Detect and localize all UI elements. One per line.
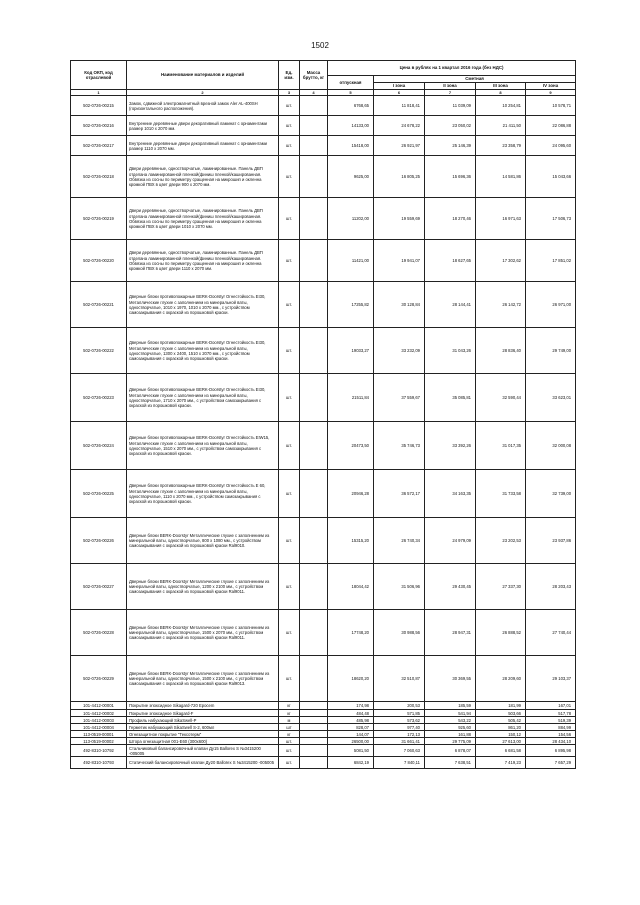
cell-p8: 27 613,00	[476, 738, 526, 745]
cell-code: 101-4412-00003	[71, 717, 127, 724]
table-row	[71, 240, 576, 282]
cell-p6: 19 559,69	[374, 198, 425, 240]
cell-p8: 28 209,60	[476, 656, 526, 702]
cell-name: Статический балансировочный клапан Ду20 Ballorex S №3415200 -005005	[127, 757, 279, 769]
cell-p8: 7 419,23	[476, 757, 526, 769]
cell-p9: 22 086,88	[526, 116, 576, 136]
col-index: 3	[279, 90, 300, 96]
cell-p5: 11421,00	[328, 240, 374, 282]
cell-p6: 573,62	[374, 717, 425, 724]
cell-mass	[300, 724, 328, 731]
cell-p9: 29 749,00	[526, 328, 576, 374]
header-unit: Ед. изм.	[279, 61, 300, 90]
cell-code: 492-8310-10792	[71, 745, 127, 757]
cell-unit: шт.	[279, 374, 300, 422]
cell-p6: 30 988,56	[374, 610, 425, 656]
header-zone3: III зона	[476, 83, 526, 90]
cell-name: Дверные блоки BERK-Doorstyr Металлические глухие с заполнением из минеральной ваты, одностворчатые, 800 х 1080 мм., с устройством самозакрывания с окраской из порошковой краски Ral9010.	[127, 518, 279, 564]
table-row	[71, 198, 576, 240]
cell-unit: шт.	[279, 282, 300, 328]
cell-p7: 25 146,39	[425, 136, 476, 156]
cell-name: Замок, сдвижной электромагнитный врезной замок Aler AL-400SH (горизонтального расположения).	[127, 96, 279, 116]
price-table	[70, 60, 576, 769]
cell-unit: шт.	[279, 328, 300, 374]
cell-p9: 519,39	[526, 717, 576, 724]
col-index: 6	[374, 90, 425, 96]
cell-p9: 24 095,60	[526, 136, 576, 156]
cell-name: Дверные блоки BERK-Doorstyr Металлические глухие с заполнением из минеральной ваты, одностворчатые, 1200 х 2100 мм., с устройством самозакрывания с окраской из порошковой краски Ral9011.	[127, 564, 279, 610]
page-number: 1502	[311, 41, 329, 50]
cell-code: 502-0726-00225	[71, 470, 127, 518]
cell-p5: 6842,19	[328, 757, 374, 769]
cell-p8: 26 888,52	[476, 610, 526, 656]
cell-code: 502-0726-00220	[71, 240, 127, 282]
cell-mass	[300, 328, 328, 374]
header-zone4: IV зона	[526, 83, 576, 90]
header-price-group: Цена в рублях на 1 квартал 2016 года (без НДС)	[328, 61, 576, 76]
cell-unit: шт.	[279, 656, 300, 702]
cell-p5: 144,07	[328, 731, 374, 738]
table-row	[71, 724, 576, 731]
cell-p8: 150,12	[476, 731, 526, 738]
cell-name: Штора огнезащитная 001-Е60 (300х600)	[127, 738, 279, 745]
cell-p8: 21 411,50	[476, 116, 526, 136]
table-row	[71, 470, 576, 518]
cell-p5: 19033,27	[328, 328, 374, 374]
cell-p7: 23 050,02	[425, 116, 476, 136]
cell-name: Дверные блоки BERK-Doorstyr Металлические глухие с заполнением из минеральной ваты, одностворчатые, 1500 х 2070 мм., с устройством самозакрывания с окраской из порошковой краски Ral9011.	[127, 610, 279, 656]
cell-code: 502-0726-00226	[71, 518, 127, 564]
cell-name: Двери деревянные, одностворчатые, ламинированные. Панель ДВП отделана ламинированной пленкой(финиш пленкой/кашированная. Обвязка из сосны по периметру сращенная на микрошип и окленна кромкой ПВХ в цвет двери 1010 х 2070 мм.	[127, 198, 279, 240]
cell-code: 502-0726-00221	[71, 282, 127, 328]
cell-unit: шт.	[279, 470, 300, 518]
cell-p9: 10 578,71	[526, 96, 576, 116]
table-row	[71, 656, 576, 702]
table-row	[71, 610, 576, 656]
cell-mass	[300, 470, 328, 518]
cell-unit: шт.	[279, 518, 300, 564]
cell-mass	[300, 702, 328, 710]
col-index: 9	[526, 90, 576, 96]
cell-code: 502-0726-00216	[71, 116, 127, 136]
cell-name: Дверные блоки противопожарные BERK-Doorstyr Огнестойкость Е 60, Металлические глухие с заполнением из минеральной ваты, одностворчатые, 1110 х 2070 мм., с устройством самозакрывания с окраской из порошковой краски.	[127, 470, 279, 518]
cell-p7: 24 979,09	[425, 518, 476, 564]
cell-mass	[300, 757, 328, 769]
cell-p5: 17255,82	[328, 282, 374, 328]
header-release: отпускная	[328, 76, 374, 90]
cell-p7: 18 270,46	[425, 198, 476, 240]
cell-name: Профиль набухающий SikaSwell-P	[127, 717, 279, 724]
cell-unit: шт.	[279, 198, 300, 240]
cell-p7: 30 369,55	[425, 656, 476, 702]
cell-p6: 33 232,09	[374, 328, 425, 374]
cell-unit: шт.	[279, 745, 300, 757]
cell-p5: 20473,50	[328, 422, 374, 470]
col-index: 8	[476, 90, 526, 96]
cell-unit: кг	[279, 731, 300, 738]
cell-p8: 23 202,53	[476, 518, 526, 564]
cell-p5: 485,98	[328, 717, 374, 724]
cell-p7: 161,88	[425, 731, 476, 738]
cell-p7: 28 947,31	[425, 610, 476, 656]
col-index: 1	[71, 90, 127, 96]
cell-unit: шт	[279, 724, 300, 731]
cell-code: 113-0519-00001	[71, 731, 127, 738]
cell-mass	[300, 96, 328, 116]
table-row	[71, 156, 576, 198]
cell-p6: 11 818,41	[374, 96, 425, 116]
cell-p8: 17 302,62	[476, 240, 526, 282]
cell-code: 101-4412-00001	[71, 702, 127, 710]
cell-code: 101-4412-00002	[71, 710, 127, 717]
cell-code: 502-0726-00218	[71, 156, 127, 198]
cell-p6: 32 510,87	[374, 656, 425, 702]
cell-p8: 32 590,44	[476, 374, 526, 422]
cell-unit: шт.	[279, 96, 300, 116]
cell-name: Внутренние деревянные двери декоративный ламинат с орнаментами размер 1010 х 2070 мм.	[127, 116, 279, 136]
cell-p9: 28 434,10	[526, 738, 576, 745]
cell-p8: 26 142,72	[476, 282, 526, 328]
cell-p9: 29 103,37	[526, 656, 576, 702]
cell-mass	[300, 564, 328, 610]
cell-p6: 571,85	[374, 710, 425, 717]
header-code: Код ОКП, код отраслевой	[71, 61, 127, 90]
table-row	[71, 731, 576, 738]
cell-p7: 185,59	[425, 702, 476, 710]
cell-name: Покрытие эпоксидное Sikagard-F	[127, 710, 279, 717]
cell-p8: 10 254,81	[476, 96, 526, 116]
cell-p6: 35 746,73	[374, 422, 425, 470]
cell-p7: 31 043,26	[425, 328, 476, 374]
cell-p9: 15 043,66	[526, 156, 576, 198]
cell-p7: 6 878,07	[425, 745, 476, 757]
cell-p5: 828,07	[328, 724, 374, 731]
col-index: 7	[425, 90, 476, 96]
cell-p5: 17748,20	[328, 610, 374, 656]
table-row	[71, 328, 576, 374]
cell-name: Внутренние деревянные двери декоративный ламинат с орнаментами размер 1110 х 2070 мм.	[127, 136, 279, 156]
cell-unit: шт.	[279, 757, 300, 769]
header-mass: Масса брутто, кг	[300, 61, 328, 90]
cell-p7: 29 775,09	[425, 738, 476, 745]
cell-p9: 17 506,73	[526, 198, 576, 240]
cell-p7: 28 144,41	[425, 282, 476, 328]
cell-mass	[300, 738, 328, 745]
cell-p6: 37 559,67	[374, 374, 425, 422]
cell-mass	[300, 240, 328, 282]
cell-code: 502-0726-00222	[71, 328, 127, 374]
cell-p6: 16 805,25	[374, 156, 425, 198]
cell-unit: шт.	[279, 564, 300, 610]
cell-mass	[300, 731, 328, 738]
cell-p7: 925,60	[425, 724, 476, 731]
cell-p9: 6 895,98	[526, 745, 576, 757]
cell-code: 502-0726-00227	[71, 564, 127, 610]
cell-code: 101-4412-00004	[71, 724, 127, 731]
cell-name: Двери деревянные, одностворчатые, ламинированные. Панель ДВП отделана ламинированной пленкой(финиш пленкой/кашированная. Обвязка из сосны по периметру сращенная на микрошип и окленна кромкой ПВХ в цвет двери 1110 х 2070 мм.	[127, 240, 279, 282]
cell-name: Дверные блоки BERK-Doorstyr Металлические глухие с заполнением из минеральной ваты, одностворчатые, 1500 х 2100 мм., с устройством самозакрывания с окраской из порошковой краски Ral9013.	[127, 656, 279, 702]
cell-p5: 21511,84	[328, 374, 374, 422]
cell-name: Дверные блоки противопожарные BERK-Doorstyr Огнестойкость EI30, Металлические глухие с заполнением из минеральной ваты, одностворчатые, 1010 х 1970, 1010 х 2070 мм., с устройством самозакрывания с окраской из порошковой краски.	[127, 282, 279, 328]
cell-p7: 541,94	[425, 710, 476, 717]
cell-code: 502-0726-00215	[71, 96, 127, 116]
header-zone2: II зона	[425, 83, 476, 90]
cell-p8: 14 581,86	[476, 156, 526, 198]
cell-p9: 154,56	[526, 731, 576, 738]
cell-p6: 7 840,11	[374, 757, 425, 769]
cell-name: Двери деревянные, одностворчатые, ламинированные. Панель ДВП отделана ламинированной пленкой(финиш пленкой/кашированная. Обвязка из сосны по периметру сращенная на микрошип и окленна кромкой ПВХ в цвет двери 900 х 2070 мм.	[127, 156, 279, 198]
cell-unit: кг	[279, 702, 300, 710]
cell-p8: 27 337,30	[476, 564, 526, 610]
cell-mass	[300, 156, 328, 198]
table-row	[71, 710, 576, 717]
cell-unit: шт.	[279, 422, 300, 470]
cell-name: Герметик набухающий SikaSwell S-2, 600мл	[127, 724, 279, 731]
cell-p5: 174,98	[328, 702, 374, 710]
cell-mass	[300, 374, 328, 422]
cell-mass	[300, 656, 328, 702]
cell-mass	[300, 710, 328, 717]
cell-p8: 181,99	[476, 702, 526, 710]
table-row	[71, 374, 576, 422]
cell-p6: 200,53	[374, 702, 425, 710]
cell-mass	[300, 518, 328, 564]
cell-p7: 11 039,09	[425, 96, 476, 116]
cell-p5: 14133,00	[328, 116, 374, 136]
cell-p8: 28 836,40	[476, 328, 526, 374]
cell-p7: 15 696,36	[425, 156, 476, 198]
cell-unit: кг	[279, 710, 300, 717]
cell-p7: 543,22	[425, 717, 476, 724]
cell-p5: 6768,65	[328, 96, 374, 116]
cell-p8: 23 358,79	[476, 136, 526, 156]
cell-mass	[300, 610, 328, 656]
cell-p9: 28 203,43	[526, 564, 576, 610]
cell-p7: 33 392,26	[425, 422, 476, 470]
cell-p8: 6 681,58	[476, 745, 526, 757]
cell-p5: 18044,42	[328, 564, 374, 610]
header-zone1: I зона	[374, 83, 425, 90]
table-row	[71, 702, 576, 710]
table-row	[71, 745, 576, 757]
cell-mass	[300, 116, 328, 136]
cell-p5: 18620,20	[328, 656, 374, 702]
cell-code: 113-0519-00002	[71, 738, 127, 745]
cell-unit: шт.	[279, 136, 300, 156]
cell-name: Стальчиковый балансировочный клапан Ду15 Ballorex S №3415200 -005005	[127, 745, 279, 757]
cell-name: Дверные блоки противопожарные BERK-Doorstyr Огнестойкость EIW15, Металлические глухие с заполнением из минеральной ваты, одностворчатые, 1510 х 2070 мм., с устройством самозакрывания с окраской из порошковой краски.	[127, 422, 279, 470]
cell-p6: 19 941,07	[374, 240, 425, 282]
cell-p6: 7 060,63	[374, 745, 425, 757]
cell-p5: 484,48	[328, 710, 374, 717]
cell-unit: шт.	[279, 116, 300, 136]
cell-p6: 30 128,84	[374, 282, 425, 328]
col-index: 2	[127, 90, 279, 96]
cell-p9: 17 851,02	[526, 240, 576, 282]
cell-code: 502-0726-00229	[71, 656, 127, 702]
table-row	[71, 136, 576, 156]
table-row	[71, 738, 576, 745]
cell-p6: 31 506,96	[374, 564, 425, 610]
cell-p6: 31 661,41	[374, 738, 425, 745]
cell-code: 502-0726-00223	[71, 374, 127, 422]
table-row	[71, 282, 576, 328]
cell-p7: 35 085,81	[425, 374, 476, 422]
cell-code: 502-0726-00228	[71, 610, 127, 656]
cell-p8: 31 017,35	[476, 422, 526, 470]
cell-p6: 26 921,97	[374, 136, 425, 156]
cell-p9: 27 740,44	[526, 610, 576, 656]
cell-p9: 32 739,00	[526, 470, 576, 518]
cell-p5: 20946,28	[328, 470, 374, 518]
cell-code: 492-8310-10793	[71, 757, 127, 769]
header-name: Наименование материалов и изделий	[127, 61, 279, 90]
table-row	[71, 96, 576, 116]
cell-p5: 11202,00	[328, 198, 374, 240]
table-row	[71, 757, 576, 769]
table-row	[71, 422, 576, 470]
cell-code: 502-0726-00224	[71, 422, 127, 470]
cell-p9: 517,78	[526, 710, 576, 717]
cell-p5: 9625,00	[328, 156, 374, 198]
cell-p8: 861,20	[476, 724, 526, 731]
cell-unit: м	[279, 717, 300, 724]
cell-p7: 34 163,35	[425, 470, 476, 518]
cell-p8: 503,66	[476, 710, 526, 717]
cell-unit: шт.	[279, 738, 300, 745]
cell-p9: 7 657,29	[526, 757, 576, 769]
cell-p6: 24 678,22	[374, 116, 425, 136]
header-estimate: Сметная	[374, 76, 576, 83]
cell-mass	[300, 282, 328, 328]
cell-name: Покрытие эпоксидное Sikagard-720 Epocem	[127, 702, 279, 710]
cell-mass	[300, 198, 328, 240]
cell-unit: шт.	[279, 156, 300, 198]
cell-mass	[300, 745, 328, 757]
cell-p5: 15315,20	[328, 518, 374, 564]
cell-p9: 884,99	[526, 724, 576, 731]
cell-p6: 26 740,34	[374, 518, 425, 564]
cell-name: Дверные блоки противопожарные BERK-Doorstyr Огнестойкость EI30, Металлические глухие с заполнением из минеральной ваты, одностворчатые, 1710 х 2070 мм., с устройством самозакрывания с окраской из порошковой краски.	[127, 374, 279, 422]
cell-unit: шт.	[279, 240, 300, 282]
cell-p9: 32 000,08	[526, 422, 576, 470]
cell-p7: 18 627,65	[425, 240, 476, 282]
col-index: 5	[328, 90, 374, 96]
cell-mass	[300, 136, 328, 156]
cell-p8: 505,42	[476, 717, 526, 724]
cell-p9: 23 937,86	[526, 518, 576, 564]
cell-name: Дверные блоки противопожарные BERK-Doorstyr Огнестойкость EI30, Металлические глухие с заполнением из минеральной ваты, одностворчатые, 1300 х 2400, 1510 х 2070 мм., с устройством самозакрывания с окраской из порошковой краски.	[127, 328, 279, 374]
cell-p6: 977,40	[374, 724, 425, 731]
cell-code: 502-0726-00217	[71, 136, 127, 156]
cell-p8: 16 971,63	[476, 198, 526, 240]
cell-p5: 26500,00	[328, 738, 374, 745]
cell-p7: 7 638,51	[425, 757, 476, 769]
col-index: 4	[300, 90, 328, 96]
table-row	[71, 717, 576, 724]
cell-p8: 31 733,58	[476, 470, 526, 518]
cell-mass	[300, 717, 328, 724]
table-row	[71, 518, 576, 564]
table-row	[71, 564, 576, 610]
cell-p9: 33 623,01	[526, 374, 576, 422]
table-row	[71, 116, 576, 136]
cell-p9: 26 971,00	[526, 282, 576, 328]
cell-p7: 29 430,45	[425, 564, 476, 610]
cell-p6: 36 572,17	[374, 470, 425, 518]
cell-code: 502-0726-00219	[71, 198, 127, 240]
cell-p5: 5081,50	[328, 745, 374, 757]
cell-mass	[300, 422, 328, 470]
cell-p9: 167,01	[526, 702, 576, 710]
cell-unit: шт.	[279, 610, 300, 656]
cell-p5: 15418,00	[328, 136, 374, 156]
cell-name: Огнезащитное покрытие "Тексотерм"	[127, 731, 279, 738]
cell-p6: 172,13	[374, 731, 425, 738]
